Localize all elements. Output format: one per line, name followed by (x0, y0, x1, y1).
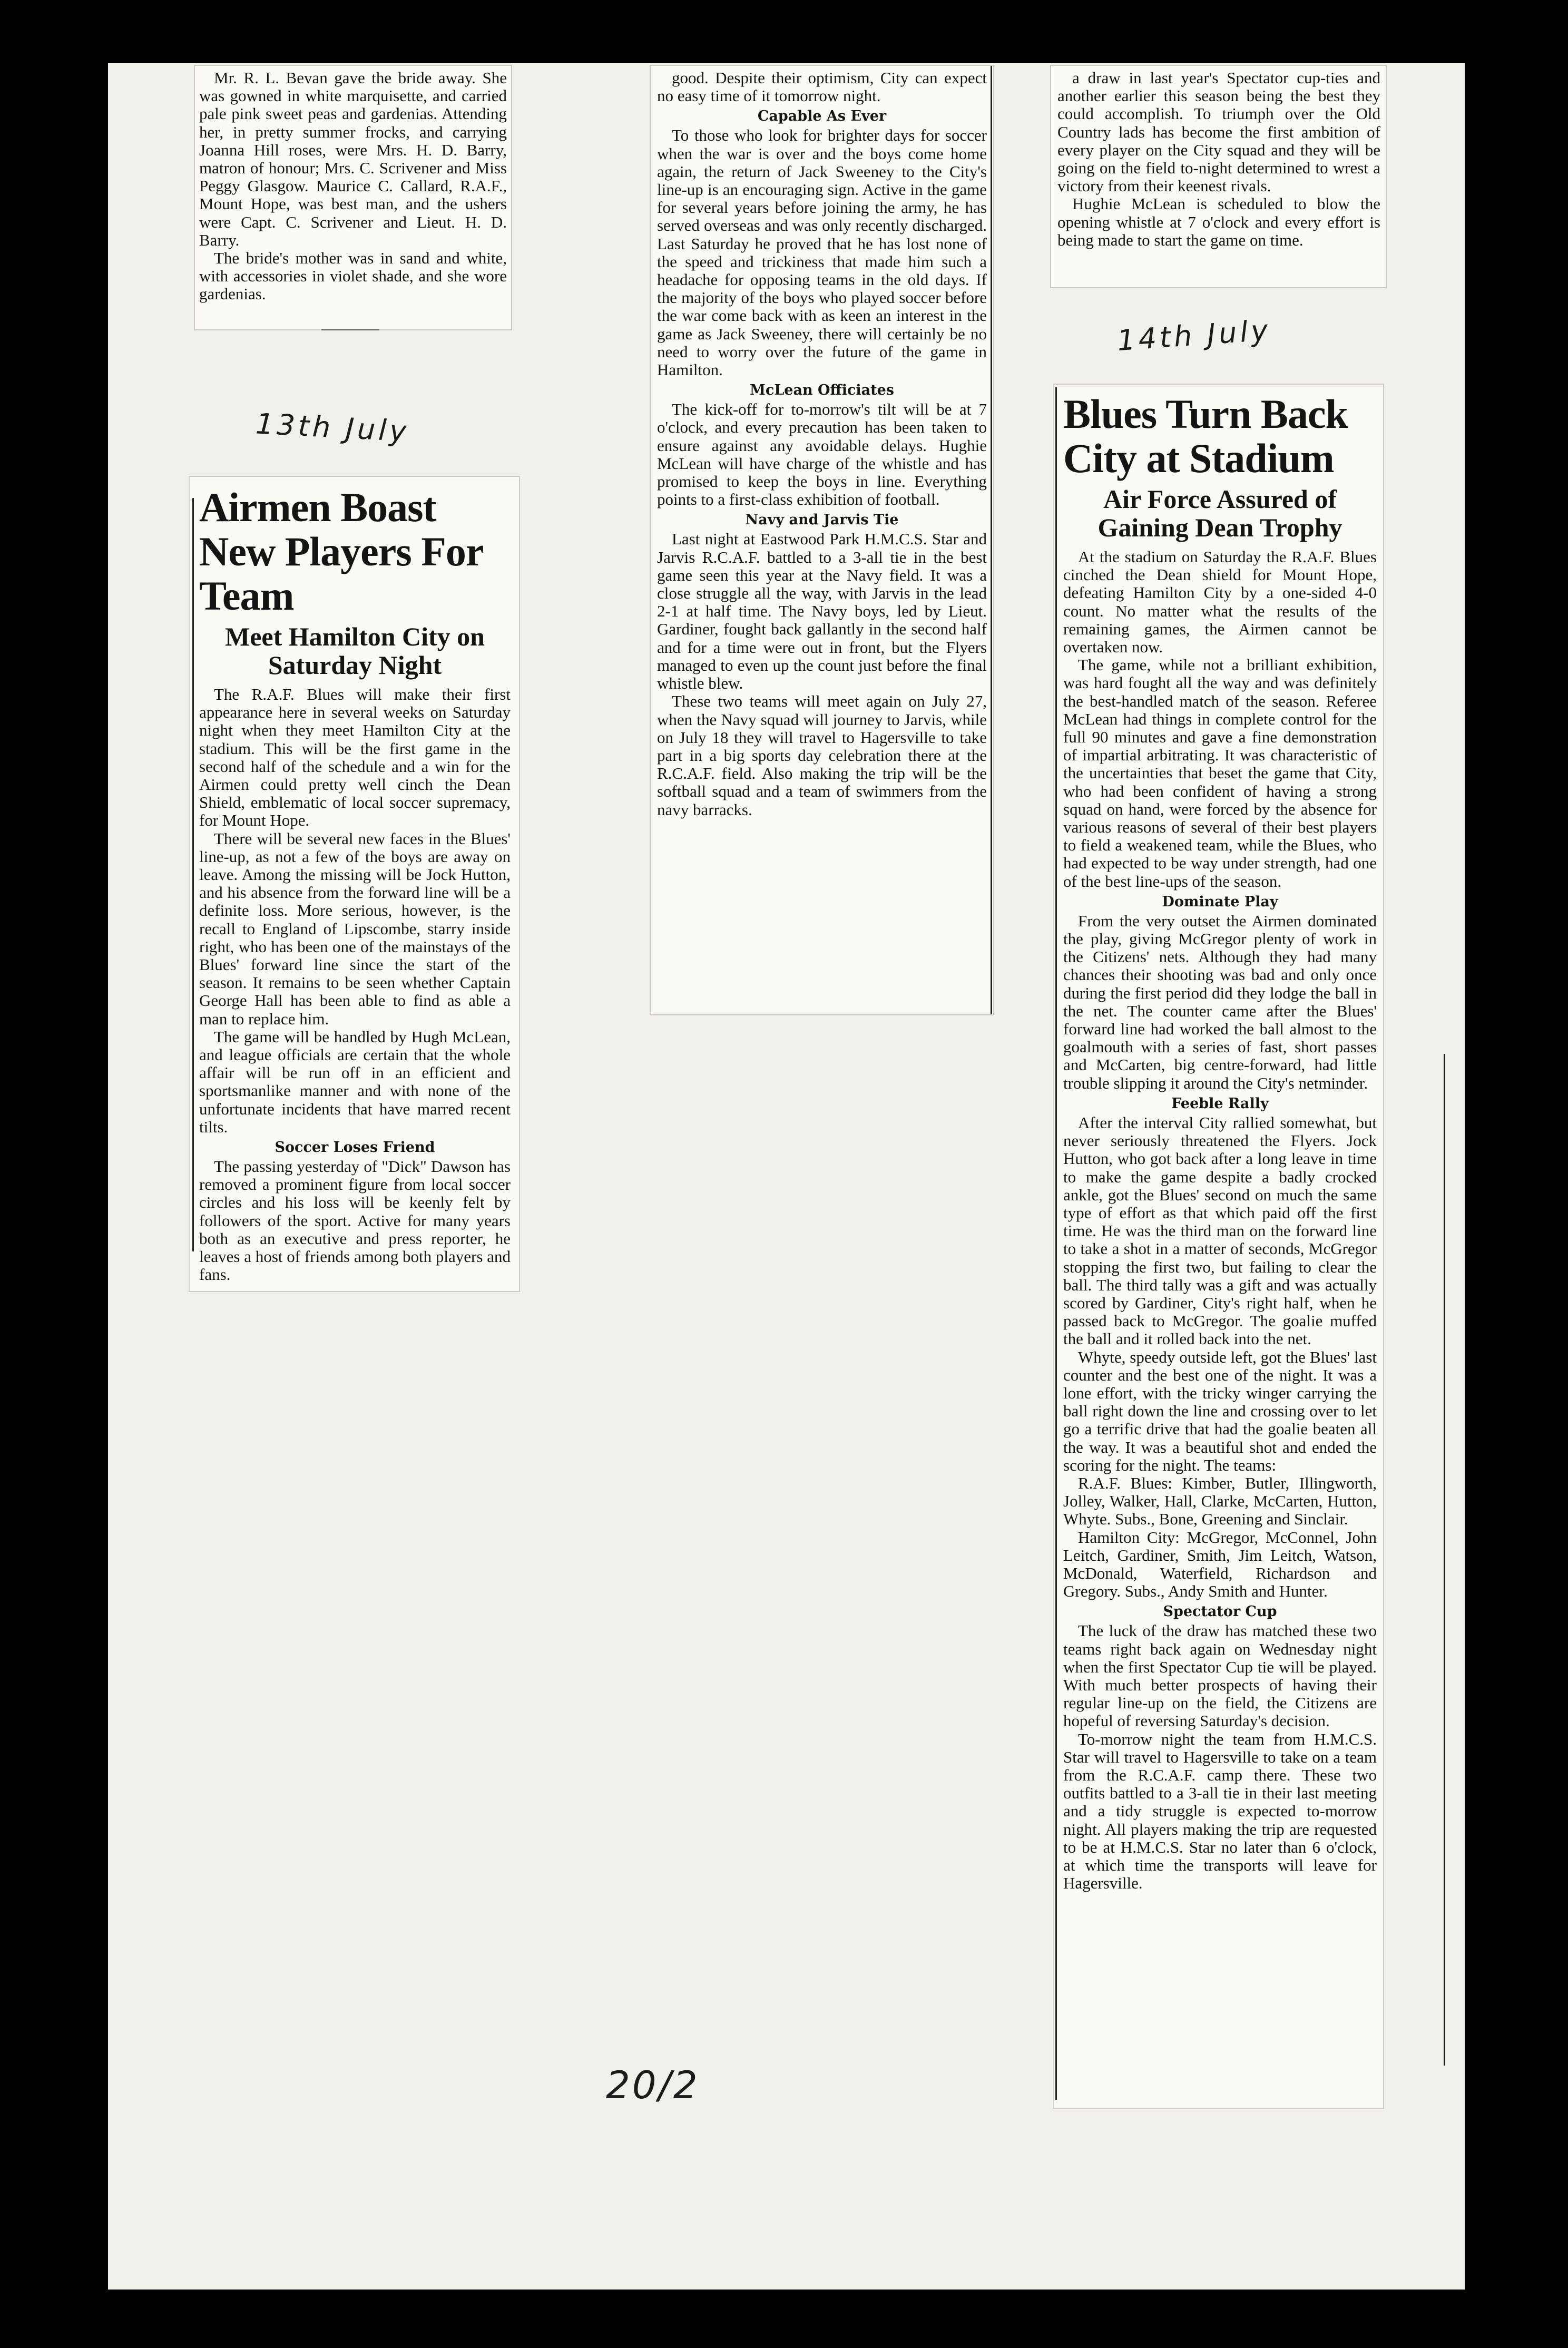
paragraph: R.A.F. Blues: Kimber, Butler, Illingworth, Jolley, Walker, Hall, Clarke, McCarten, Hutton, Whyte. Subs., Bone, Greening and Sinclair. (1063, 1473, 1377, 1529)
subhead-capable-as-ever: Capable As Ever (757, 108, 887, 125)
subhead-navy-jarvis-tie: Navy and Jarvis Tie (745, 512, 899, 529)
paragraph: The kick-off for to-morrow's tilt will be at 7 o'clock, and every precaution has been taken to ensure against any avoidable delays. Hughie McLean will have charge of the whistle and has promised to keep the boys in line. Everything points to a first-class exhibition of football. (657, 400, 987, 509)
paragraph: Mr. R. L. Bevan gave the bride away. She was gowned in white marquisette, and carried pale pink sweet peas and gardenias. Attending her, in pretty summer frocks, and carrying Joanna Hill roses, were Mrs. H. D. Barry, matron of honour; Mrs. C. Scrivener and Miss Peggy Glasgow. Maurice C. Callard, R.A.F., Mount Hope, was best man, and the ushers were Capt. C. Scrivener and Lieut. H. D. Barry. (199, 69, 507, 249)
subhead-soccer-loses-friend: Soccer Loses Friend (275, 1139, 435, 1156)
paragraph: Last night at Eastwood Park H.M.C.S. Star and Jarvis R.C.A.F. battled to a 3-all tie in the best game seen this year at the Navy field. It was a close struggle all the way, with Jarvis in the lead 2-1 at half time. The Navy boys, led by Lieut. Gardiner, fought back gallantly in the second half and for a time were out in front, but the Flyers managed to even up the count just before the final whistle blew. (657, 530, 987, 693)
paragraph: There will be several new faces in the Blues' line-up, as not a few of the boys are away on leave. Among the missing will be Jock Hutton, and his absence from the forward line will be a definite loss. More serious, however, is the recall to England of Lipscombe, starry inside right, who has been one of the mainstays of the Blues' forward line since the start of the season. It remains to be seen whether Captain George Hall has been able to find as able a man to replace him. (199, 829, 511, 1028)
paragraph: The bride's mother was in sand and white, with accessories in violet shade, and she wore gardenias. (199, 249, 507, 304)
article-body (1063, 548, 1377, 891)
paragraph: These two teams will meet again on July 27, when the Navy squad will journey to Jarvis, while on July 18 they will travel to Hagersville to take part in a big sports day celebration there at the R.C.A.F. field. Also making the trip will be the softball squad and a team of swimmers from the navy barracks. (657, 692, 987, 819)
paragraph: From the very outset the Airmen dominated the play, giving McGregor plenty of work in the Citizens' nets. Although they had many chances their shooting was bad and only once during the first period did they lodge the ball in the net. The counter came after the Blues' forward line had worked the ball almost to the goalmouth with a series of fast, short passes and McCarten, big centre-forward, had little trouble slipping it around the City's netminder. (1063, 911, 1377, 1092)
airmen-article-clipping (190, 477, 519, 1291)
column-border (991, 66, 992, 1014)
paragraph: The R.A.F. Blues will make their first appearance here in several weeks on Saturday night when they meet Hamilton City at the stadium. This will be the first game in the second half of the schedule and a win for the Airmen could pretty well cinch the Dean Shield, emblematic of local soccer supremacy, for Mount Hope. (199, 685, 511, 830)
divider (321, 329, 379, 330)
handwritten-date-13th: 13th July (254, 407, 410, 448)
paragraph: After the interval City rallied somewhat, but never seriously threatened the Flyers. Jock Hutton, who got back after a long leave in time to make the game despite a badly crocked ankle, got the Blues' second on much the same type of effort as that which paid off the first time. He was the third man on the forward line to take a shot in a matter of seconds, McGregor stopping the first two, but failing to clear the ball. The third tally was a gift and was actually scored by Gardiner, City's right half, when he passed back to McGregor. The goalie muffed the ball and it rolled back into the net. (1063, 1113, 1377, 1348)
column-border (1444, 1054, 1445, 2066)
paragraph: The luck of the draw has matched these two teams right back again on Wednesday night when the first Spectator Cup tie will be played. With much better prospects of having their regular line-up on the field, the Citizens are hopeful of reversing Saturday's decision. (1063, 1621, 1377, 1730)
column-border (192, 498, 194, 1251)
intro-text (657, 69, 987, 105)
paragraph: good. Despite their optimism, City can expect no easy time of it tomorrow night. (657, 69, 987, 105)
middle-column-clipping (651, 66, 993, 1014)
paragraph: a draw in last year's Spectator cup-ties and another earlier this season being the best they could accomplish. To triumph over the Old Country lads has become the first ambition of every player on the City squad and they will be going on the field to-night determined to wrest a victory from their keenest rivals. (1057, 69, 1380, 195)
paragraph: The game, while not a brilliant exhibition, was hard fought all the way and was definitely the best-handled match of the season. Referee McLean had things in complete control for the full 90 minutes and gave a fine demonstration of impartial arbitrating. It was characteristic of the uncertainties that beset the game that City, who had been confident of having a strong squad on hand, were forced by the absence for various reasons of several of their best players to field a weakened team, while the Blues, who had expected to be way under strength, had one of the best line-ups of the season. (1063, 656, 1377, 891)
article-headline: Airmen Boast New Players For Team (199, 484, 483, 619)
paragraph: To-morrow night the team from H.M.C.S. Star will travel to Hagersville to take on a team from the R.C.A.F. camp there. These two outfits battled to a 3-all tie in their last meeting and a tidy struggle is expected to-morrow night. All players making the trip are requested to be at H.M.C.S. Star no later than 6 o'clock, at which time the transports will leave for Hagersville. (1063, 1729, 1377, 1893)
article-body-3 (1063, 1114, 1377, 1600)
subhead-feeble-rally: Feeble Rally (1171, 1095, 1269, 1112)
handwritten-date-14th: 14th July (1116, 313, 1272, 358)
subhead-mclean-officiates: McLean Officiates (750, 382, 894, 399)
paragraph: The passing yesterday of "Dick" Dawson has removed a prominent figure from local soccer circles and his loss will be keenly felt by followers of the sport. Active for many years both as an executive and press reporter, he leaves a host of friends among both players and fans. (199, 1157, 511, 1284)
subhead-spectator-cup: Spectator Cup (1163, 1603, 1277, 1620)
body-capable (657, 126, 987, 379)
blues-article-clipping (1054, 385, 1383, 2108)
paragraph: Whyte, speedy outside left, got the Blues' last counter and the best one of the night. It was a lone effort, with the tricky winger carrying the ball right down the line and crossing over to let go a terrific drive that had the goalie beaten all the way. It was a beautiful shot and ended the scoring for the night. The teams: (1063, 1347, 1377, 1474)
article-body-4 (1063, 1622, 1377, 1892)
subhead-dominate-play: Dominate Play (1162, 893, 1278, 910)
paragraph: The game will be handled by Hugh McLean, and league officials are certain that the whole affair will be run off in an efficient and sportsmanlike manner and with none of the unfortunate incidents that have marred recent tilts. (199, 1027, 511, 1136)
wedding-clipping (195, 66, 511, 329)
column-border (1055, 387, 1057, 2100)
wedding-text (199, 69, 507, 304)
article-headline: Blues Turn Back City at Stadium (1063, 391, 1348, 481)
article-body (199, 686, 511, 1136)
body-navy (657, 530, 987, 818)
paragraph: To those who look for brighter days for soccer when the war is over and the boys come home again, the return of Jack Sweeney to the City's line-up is an encouraging sign. Active in the game for several years before joining the army, he has served overseas and was only recently discharged. Last Saturday he proved that he has lost none of the speed and trickiness that made him such a headache for opposing teams in the old days. If the majority of the boys who played soccer before the war come back with as keen an interest in the game as Jack Sweeney, there will certainly be no need to worry over the future of the game in Hamilton. (657, 126, 987, 379)
article-deck: Air Force Assured of Gaining Dean Trophy (1097, 484, 1342, 542)
article-deck: Meet Hamilton City on Saturday Night (225, 622, 485, 680)
right-top-text (1057, 69, 1380, 249)
right-top-clipping (1051, 66, 1386, 287)
paragraph: Hughie McLean is scheduled to blow the opening whistle at 7 o'clock and every effort is being made to start the game on time. (1057, 194, 1380, 249)
paragraph: Hamilton City: McGregor, McConnel, John Leitch, Gardiner, Smith, Jim Leitch, Watson, McDonald, Waterfield, Richardson and Gregory. Subs., Andy Smith and Hunter. (1063, 1528, 1377, 1601)
body-mclean (657, 400, 987, 508)
paragraph: At the stadium on Saturday the R.A.F. Blues cinched the Dean shield for Mount Hope, defeating Hamilton City by a one-sided 4-0 count. No matter what the results of the remaining games, the Airmen cannot be overtaken now. (1063, 547, 1377, 657)
page-number: 20/2 (606, 2063, 700, 2107)
article-body-2 (199, 1158, 511, 1284)
article-body-2 (1063, 912, 1377, 1092)
